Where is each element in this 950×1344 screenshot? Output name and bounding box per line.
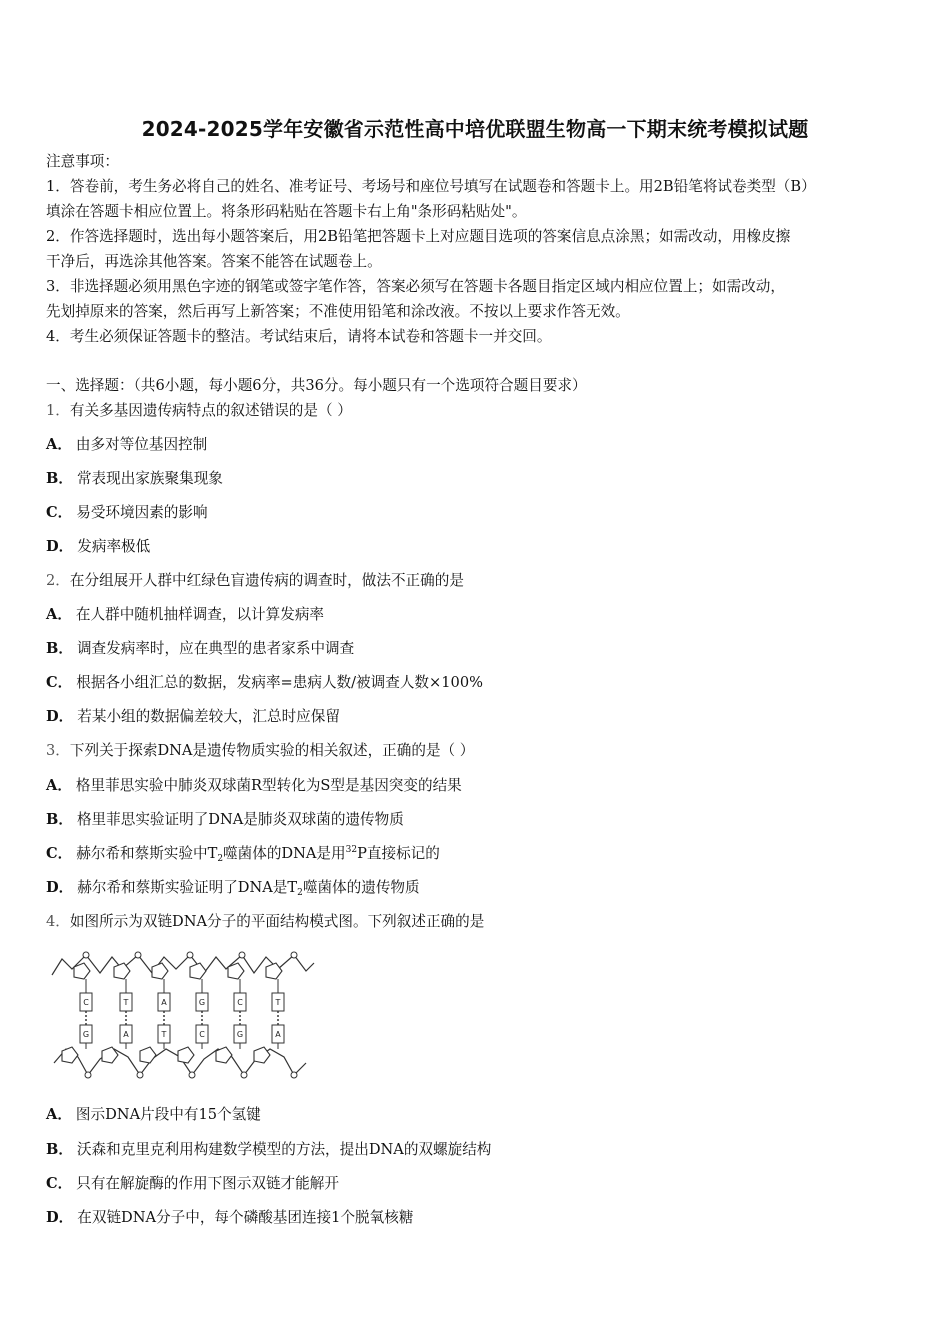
sugar-bottom (178, 1047, 194, 1063)
option-label: C． (46, 504, 73, 521)
question-number: 2． (46, 572, 70, 589)
base-connectors (86, 979, 278, 1049)
hydrogen-bonds (86, 1011, 278, 1025)
question-2 (46, 571, 464, 591)
option-text: 图示DNA片段中有15个氢键 (75, 1106, 261, 1123)
q1-option-b[interactable] (46, 469, 223, 489)
bottom-base: T (161, 1030, 167, 1039)
notice-line: 4．考生必须保证答题卡的整洁。考试结束后，请将本试卷和答题卡一并交回。 (46, 328, 552, 345)
q3-option-b[interactable] (46, 810, 404, 830)
question-stem: 下列关于探索DNA是遗传物质实验的相关叙述，正确的是（ ） (69, 742, 475, 759)
q4-option-b[interactable] (46, 1140, 491, 1160)
option-label: A． (46, 436, 72, 453)
sugar-top (190, 963, 206, 979)
phosphate (189, 1072, 195, 1078)
top-base: C (83, 998, 89, 1007)
phosphate (135, 952, 141, 958)
option-label: B． (46, 470, 73, 487)
base-boxes (80, 993, 284, 1043)
option-label: C． (46, 845, 73, 862)
top-base: C (237, 998, 243, 1007)
q3-option-a[interactable] (46, 776, 462, 796)
option-text: 噬菌体的DNA是用 (223, 845, 346, 862)
notice-heading: 注意事项： (46, 153, 119, 170)
sugar-bottom (254, 1047, 270, 1063)
phosphate (291, 1072, 297, 1078)
top-base: T (275, 998, 281, 1007)
base-letters (83, 998, 281, 1039)
question-number: 1． (46, 402, 70, 419)
bottom-base: C (199, 1030, 205, 1039)
question-stem: 有关多基因遗传病特点的叙述错误的是（ ） (69, 402, 352, 419)
option-text: 常表现出家族聚集现象 (76, 470, 223, 487)
q2-option-d[interactable] (46, 707, 340, 727)
q4-option-d[interactable] (46, 1208, 413, 1228)
phosphate (241, 1072, 247, 1078)
section-heading: 一、选择题：（共6小题，每小题6分，共36分。每小题只有一个选项符合题目要求） (46, 377, 587, 394)
dna-structure-diagram (48, 945, 318, 1087)
option-text: 若某小组的数据偏差较大，汇总时应保留 (77, 708, 340, 725)
sugar-bottom (62, 1047, 78, 1063)
notice-line: 填涂在答题卡相应位置上。将条形码粘贴在答题卡右上角"条形码粘贴处"。 (46, 203, 527, 220)
page-title: 2024-2025学年安徽省示范性高中培优联盟生物高一下期末统考模拟试题 (141, 117, 809, 141)
sugar-top (266, 963, 282, 979)
option-label: D． (46, 538, 74, 555)
option-label: D． (46, 1209, 74, 1226)
q2-option-b[interactable] (46, 639, 354, 659)
q1-option-a[interactable] (46, 435, 207, 455)
question-1 (46, 401, 352, 421)
bottom-base: A (275, 1030, 281, 1039)
question-number: 4． (46, 913, 70, 930)
option-label: A． (46, 1106, 72, 1123)
option-label: B． (46, 640, 73, 657)
option-label: B． (46, 1141, 73, 1158)
option-text: 赫尔希和蔡斯实验证明了DNA是T (77, 879, 298, 896)
notice-line: 干净后，再选涂其他答案。答案不能答在试题卷上。 (46, 253, 382, 270)
q3-option-d[interactable] (46, 878, 420, 898)
notice-line: 2．作答选择题时，选出每小题答案后，用2B铅笔把答题卡上对应题目选项的答案信息点涂黑；如需改动，用橡皮擦 (46, 228, 791, 245)
question-3 (46, 741, 474, 761)
option-label: D． (46, 879, 74, 896)
option-text: 发病率极低 (77, 538, 151, 555)
top-base: G (198, 998, 206, 1007)
phosphate (83, 952, 89, 958)
phosphate (85, 1072, 91, 1078)
option-text: 赫尔希和蔡斯实验中T (76, 845, 218, 862)
sugar-bottom (140, 1047, 156, 1063)
q1-option-d[interactable] (46, 537, 150, 557)
notice-line: 先划掉原来的答案，然后再写上新答案；不准使用铅笔和涂改液。不按以上要求作答无效。 (46, 303, 630, 320)
q3-option-c[interactable] (46, 844, 440, 864)
question-stem: 在分组展开人群中红绿色盲遗传病的调查时，做法不正确的是 (69, 572, 464, 589)
q4-option-a[interactable] (46, 1105, 261, 1125)
notice-line: 1．答卷前，考生务必将自己的姓名、准考证号、考场号和座位号填写在试题卷和答题卡上。用2B铅笔将试卷类型（B） (46, 178, 816, 195)
phosphate (291, 952, 297, 958)
option-text: 在双链DNA分子中，每个磷酸基团连接1个脱氧核糖 (77, 1209, 414, 1226)
option-text: 格里菲思实验中肺炎双球菌R型转化为S型是基因突变的结果 (75, 777, 462, 794)
phosphate (239, 952, 245, 958)
sugar-top (152, 963, 168, 979)
option-text: 沃森和克里克利用构建数学模型的方法，提出DNA的双螺旋结构 (76, 1141, 492, 1158)
question-number: 3． (46, 742, 70, 759)
q2-option-c[interactable] (46, 673, 483, 693)
bottom-base: G (236, 1030, 244, 1039)
option-text: 调查发病率时，应在典型的患者家系中调查 (76, 640, 355, 657)
bottom-base: A (123, 1030, 129, 1039)
top-base: A (161, 998, 167, 1007)
subscript: 2 (217, 854, 224, 864)
top-base: T (123, 998, 129, 1007)
sugar-pentagons (62, 963, 282, 1063)
option-text: 易受环境因素的影响 (76, 504, 208, 521)
phosphate (137, 1072, 143, 1078)
notice-line: 3．非选择题必须用黑色字迹的钢笔或签字笔作答，答案必须写在答题卡各题目指定区域内相应位置上；如需改动， (46, 278, 785, 295)
question-stem: 如图所示为双链DNA分子的平面结构模式图。下列叙述正确的是 (69, 913, 485, 930)
option-label: A． (46, 777, 72, 794)
superscript: 32 (345, 845, 358, 855)
option-text: 噬菌体的遗传物质 (302, 879, 420, 896)
option-label: D． (46, 708, 74, 725)
option-label: C． (46, 674, 73, 691)
option-text: 由多对等位基因控制 (75, 436, 208, 453)
q1-option-c[interactable] (46, 503, 208, 523)
option-text: 只有在解旋酶的作用下图示双链才能解开 (76, 1175, 339, 1192)
option-label: A． (46, 606, 72, 623)
question-4 (46, 912, 484, 932)
q4-option-c[interactable] (46, 1174, 339, 1194)
bottom-base: G (82, 1030, 90, 1039)
sugar-top (114, 963, 130, 979)
subscript: 2 (297, 888, 303, 898)
option-text: 格里菲思实验证明了DNA是肺炎双球菌的遗传物质 (76, 811, 404, 828)
option-text: 在人群中随机抽样调查，以计算发病率 (75, 606, 325, 623)
option-label: C． (46, 1175, 73, 1192)
option-text: 根据各小组汇总的数据，发病率=患病人数/被调查人数×100% (76, 674, 483, 691)
option-text: P直接标记的 (357, 845, 440, 862)
option-label: B． (46, 811, 73, 828)
q2-option-a[interactable] (46, 605, 324, 625)
phosphate (187, 952, 193, 958)
